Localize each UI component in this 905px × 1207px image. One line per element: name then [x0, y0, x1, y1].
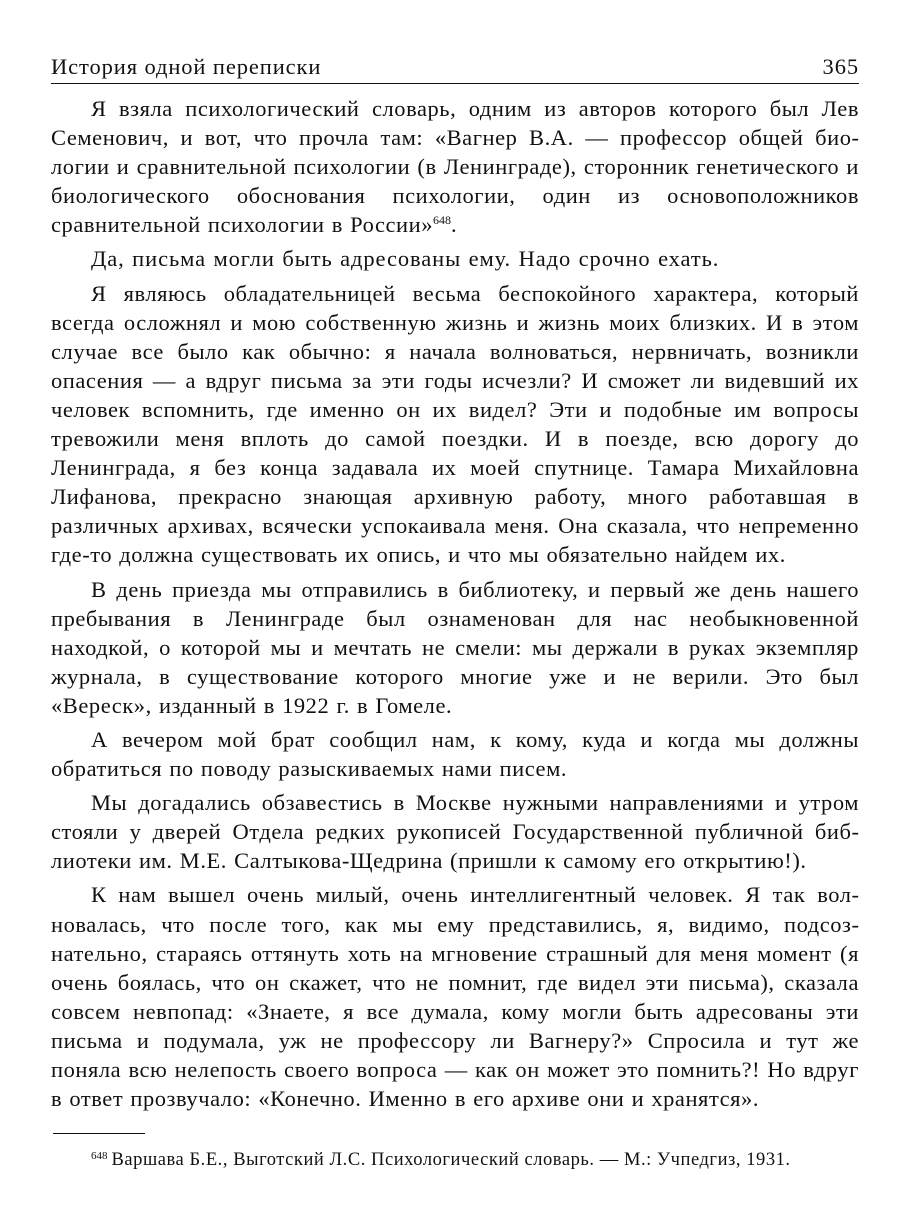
paragraph	[51, 94, 859, 239]
paragraph-text-tail: .	[451, 212, 458, 238]
paragraph: Мы догадались обзавестись в Москве нужными направлениями и утром стояли у дверей Отдела редких рукописей Государственной публичной библиотеки им. М.Е. Салтыкова-Щедрина (пришли к самому его открытию!).	[51, 790, 859, 874]
paragraph: Да, письма могли быть адресованы ему. Надо срочно ехать.	[91, 246, 720, 272]
page-number: 365	[822, 54, 859, 79]
chapter-title: История одной переписки	[51, 54, 322, 79]
paragraph-text: Я взяла психологический словарь, одним из авторов которого был Лев Семенович, и вот, что прочла там: «Вагнер В.А. — профессор общей биологии и сравнительной психологии (в Ленинграде), сторонник генетического и биологического обоснования психологии, один из основоположников сравнительной психологии в России»	[51, 96, 859, 238]
paragraph: Я являюсь обладательницей весьма беспокойного характера, который всегда осложнял и мою собственную жизнь и жизнь моих близких. И в этом случае все было как обычно: я начала волноваться, нервничать, возникли опасения — а вдруг письма за эти годы исчезли? И сможет ли видевший их человек вспомнить, где именно он их видел? Эти и подобные им вопросы тревожили меня вплоть до самой поездки. И в поезде, всю дорогу до Ленинграда, я без конца задавала их моей спутнице. Тамара Михайловна Лифанова, прекрасно знающая архивную работу, много работавшая в различных архивах, всячески успокаивала меня. Она сказала, что непременно где-то должна существовать их опись, и что мы обязательно найдем их.	[51, 280, 859, 568]
footnote-divider	[53, 1133, 145, 1134]
paragraph: А вечером мой брат сообщил нам, к кому, куда и когда мы должны обратиться по поводу разыскиваемых нами писем.	[51, 726, 859, 782]
body-text	[51, 94, 859, 1113]
footnote	[51, 1148, 859, 1172]
footnote-text: Варшава Б.Е., Выготский Л.С. Психологический словарь. — М.: Учпедгиз, 1931.	[111, 1150, 791, 1171]
paragraph: К нам вышел очень милый, очень интеллигентный человек. Я так волновалась, что после того, как мы ему представились, я, видимо, подсознательно, стараясь оттянуть хоть на мгновение страшный для меня момент (я очень боялась, что он скажет, что не помнит, где видел эти письма), сказала совсем невпопад: «Знаете, я все думала, кому могли быть адресованы эти письма и подумала, уж не профессору ли Вагнеру?» Спросила и тут же поняла всю нелепость своего вопроса — как он может это помнить?! Но вдруг в ответ прозвучало: «Конечно. Именно в его архиве они и хранятся».	[51, 882, 859, 1112]
running-header	[51, 52, 859, 84]
paragraph: В день приезда мы отправились в библиотеку, и первый же день нашего пребывания в Ленинграде был ознаменован для нас необыкновенной находкой, о которой мы и мечтать не смели: мы держали в руках экземпляр журнала, в существование которого многие уже и не верили. Это был «Вереск», изданный в 1922 г. в Гомеле.	[51, 576, 859, 718]
book-page	[51, 52, 859, 1172]
footnote-reference: 648	[433, 213, 452, 228]
footnote-number: 648	[91, 1150, 108, 1163]
